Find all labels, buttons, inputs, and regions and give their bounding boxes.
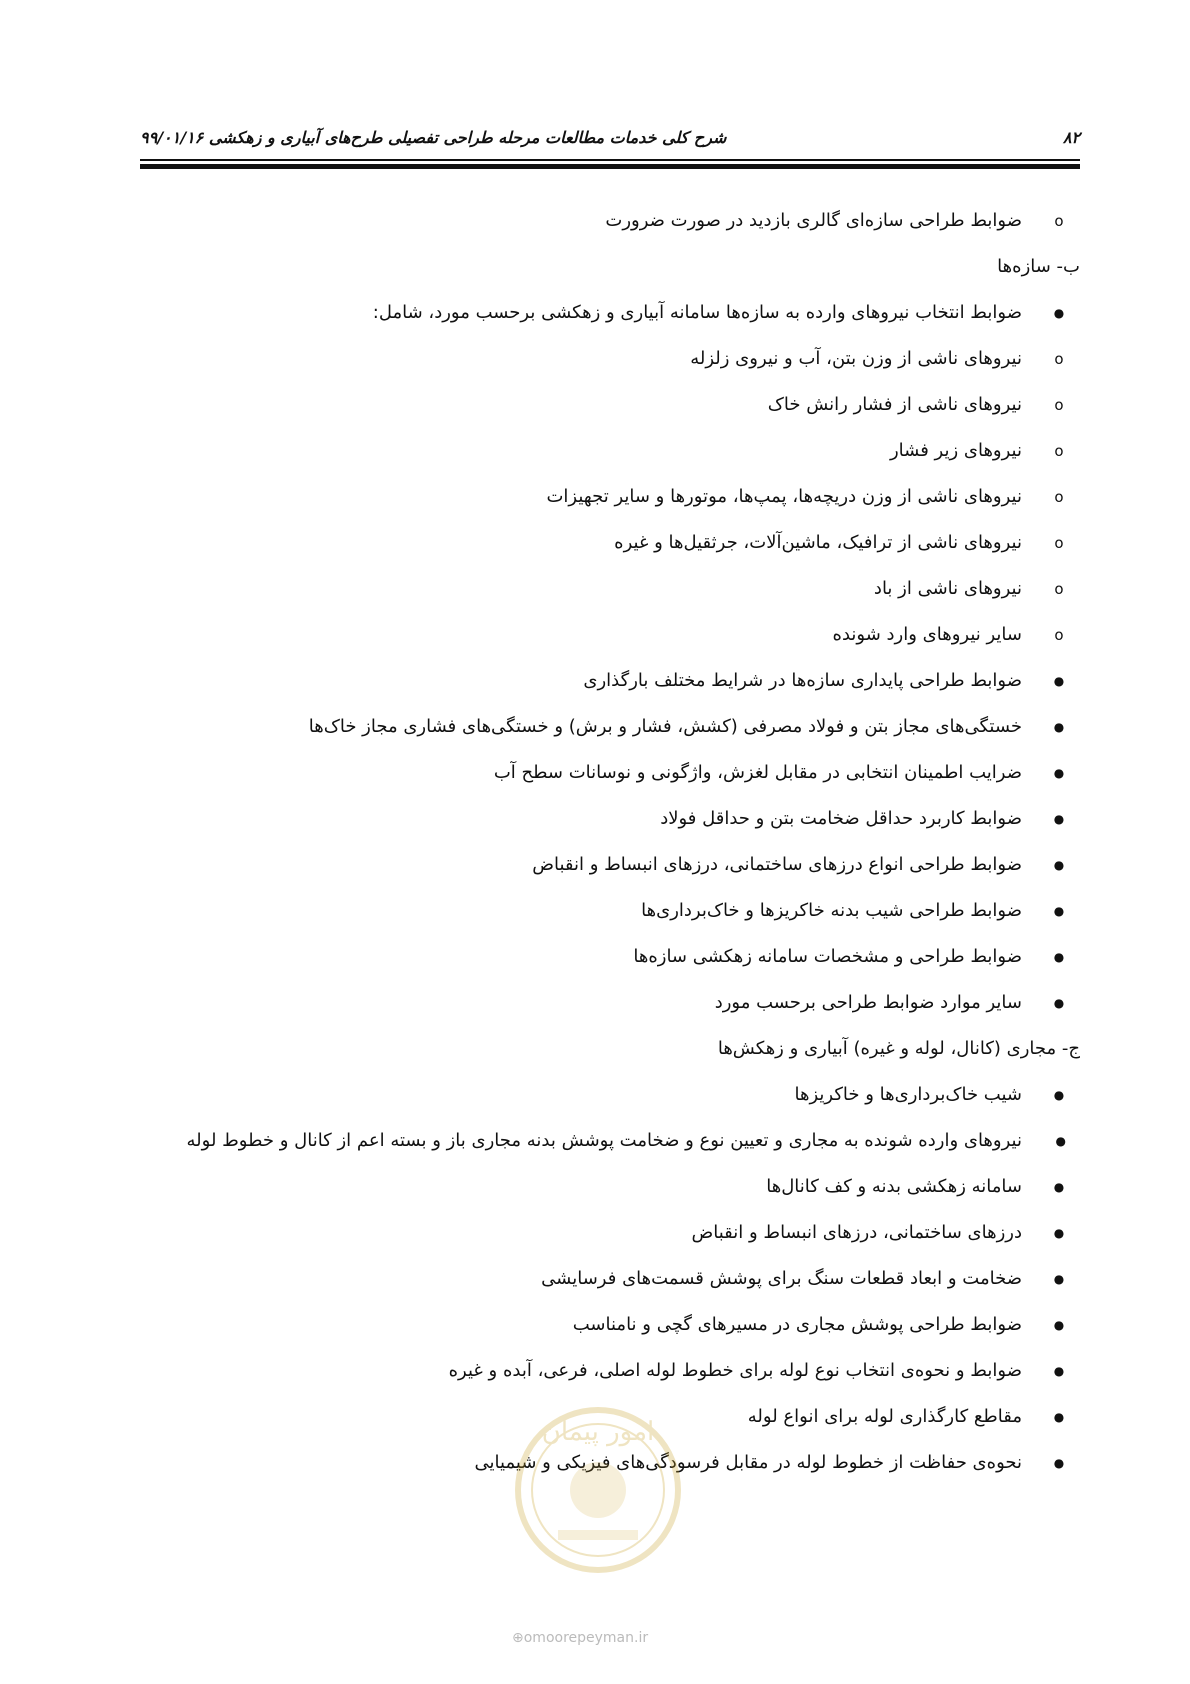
item-text: نیروهای ناشی از باد — [873, 578, 1022, 599]
sub-list-item — [140, 474, 1080, 520]
dot-bullet-icon: ● — [1053, 766, 1065, 780]
bullet-list-item — [140, 796, 1080, 842]
item-text: شیب خاک‌برداری‌ها و خاکریزها — [794, 1084, 1022, 1105]
item-text: نیروهای ناشی از وزن بتن، آب و نیروی زلزله — [690, 348, 1022, 369]
item-text: ضوابط طراحی پوشش مجاری در مسیرهای گچی و نامناسب — [572, 1314, 1022, 1335]
dot-bullet-icon: ● — [1053, 996, 1065, 1010]
circle-bullet-icon: o — [1054, 534, 1064, 552]
item-text: سایر موارد ضوابط طراحی برحسب مورد — [714, 992, 1022, 1013]
bullet-list-item — [140, 1118, 1080, 1164]
dot-bullet-icon: ● — [1053, 306, 1065, 320]
sub-list-item — [140, 198, 1080, 244]
page-number: ۸۲ — [1062, 128, 1080, 147]
bullet-list-item — [140, 934, 1080, 980]
item-text: نیروهای زیر فشار — [889, 440, 1022, 461]
bullet-list-item — [140, 980, 1080, 1026]
dot-bullet-icon: ● — [1053, 1226, 1065, 1240]
bullet-list-item — [140, 1210, 1080, 1256]
item-text: نیروهای ناشی از فشار رانش خاک — [767, 394, 1022, 415]
sub-list-item — [140, 612, 1080, 658]
item-text: سایر نیروهای وارد شونده — [832, 624, 1022, 645]
section-heading — [140, 1026, 1080, 1072]
item-text: ضوابط انتخاب نیروهای وارده به سازه‌ها سامانه آبیاری و زهکشی برحسب مورد، شامل: — [372, 302, 1022, 323]
bullet-list-item — [140, 290, 1080, 336]
circle-bullet-icon: o — [1054, 442, 1064, 460]
item-text: ضرایب اطمینان انتخابی در مقابل لغزش، واژگونی و نوسانات سطح آب — [493, 762, 1022, 783]
circle-bullet-icon: o — [1054, 350, 1064, 368]
item-text: ضوابط طراحی انواع درزهای ساختمانی، درزهای انبساط و انقباض — [532, 854, 1022, 875]
item-text: ضوابط طراحی و مشخصات سامانه زهکشی سازه‌ها — [633, 946, 1022, 967]
item-text: نیروهای ناشی از ترافیک، ماشین‌آلات، جرثقیل‌ها و غیره — [614, 532, 1022, 553]
header-rule-thick — [140, 164, 1080, 169]
item-text: ضخامت و ابعاد قطعات سنگ برای پوشش قسمت‌های فرسایشی — [541, 1268, 1022, 1289]
dot-bullet-icon: ● — [1053, 1088, 1065, 1102]
bullet-list-item — [140, 1256, 1080, 1302]
dot-bullet-icon: ● — [1053, 1410, 1065, 1424]
dot-bullet-icon: ● — [1053, 1318, 1065, 1332]
dot-bullet-icon: ● — [1053, 1272, 1065, 1286]
section-heading — [140, 244, 1080, 290]
bullet-list-item — [140, 704, 1080, 750]
heading-text: ب- سازه‌ها — [997, 256, 1080, 277]
circle-bullet-icon: o — [1054, 580, 1064, 598]
dot-bullet-icon: ● — [1053, 812, 1065, 826]
watermark-logo-text: امور پیمان — [541, 1417, 655, 1447]
dot-bullet-icon: ● — [1053, 720, 1065, 734]
bullet-list-item — [140, 1302, 1080, 1348]
header-rule-thin — [140, 159, 1080, 161]
dot-bullet-icon: ● — [1053, 1364, 1065, 1378]
sub-list-item — [140, 566, 1080, 612]
sub-list-item — [140, 382, 1080, 428]
dot-bullet-icon: ● — [1055, 1134, 1066, 1148]
item-text: نیروهای وارده شونده به مجاری و تعیین نوع و ضخامت پوشش بدنه مجاری باز و بسته اعم از کانال و خطوط لوله — [186, 1130, 1022, 1151]
dot-bullet-icon: ● — [1053, 858, 1065, 872]
circle-bullet-icon: o — [1054, 488, 1064, 506]
sub-list-item — [140, 520, 1080, 566]
item-text: نیروهای ناشی از وزن دریچه‌ها، پمپ‌ها، موتورها و سایر تجهیزات — [546, 486, 1022, 507]
item-text: ضوابط کاربرد حداقل ضخامت بتن و حداقل فولاد — [660, 808, 1022, 829]
item-text: نحوه‌ی حفاظت از خطوط لوله در مقابل فرسودگی‌های فیزیکی و شیمیایی — [474, 1452, 1022, 1473]
dot-bullet-icon: ● — [1053, 1180, 1065, 1194]
watermark-logo — [508, 1380, 688, 1580]
dot-bullet-icon: ● — [1053, 1456, 1065, 1470]
bullet-list-item — [140, 1164, 1080, 1210]
dot-bullet-icon: ● — [1053, 904, 1065, 918]
circle-bullet-icon: o — [1054, 396, 1064, 414]
circle-bullet-icon: o — [1054, 212, 1064, 230]
sub-list-item — [140, 428, 1080, 474]
item-text: درزهای ساختمانی، درزهای انبساط و انقباض — [691, 1222, 1022, 1243]
item-text: مقاطع کارگذاری لوله برای انواع لوله — [747, 1406, 1022, 1427]
globe-icon: ⊕ — [512, 1630, 524, 1646]
bullet-list-item — [140, 658, 1080, 704]
item-text: ضوابط و نحوه‌ی انتخاب نوع لوله برای خطوط لوله اصلی، فرعی، آبده و غیره — [448, 1360, 1022, 1381]
watermark-url: ⊕omoorepeyman.ir — [512, 1630, 649, 1646]
heading-text: ج- مجاری (کانال، لوله و غیره) آبیاری و زهکش‌ها — [717, 1038, 1080, 1059]
bullet-list-item — [140, 888, 1080, 934]
sub-list-item — [140, 336, 1080, 382]
dot-bullet-icon: ● — [1053, 674, 1065, 688]
item-text: سامانه زهکشی بدنه و کف کانال‌ها — [766, 1176, 1022, 1197]
circle-bullet-icon: o — [1054, 626, 1064, 644]
bullet-list-item — [140, 842, 1080, 888]
page-header — [140, 128, 1080, 152]
item-text: ضوابط طراحی شیب بدنه خاکریزها و خاک‌برداری‌ها — [641, 900, 1022, 921]
running-title: شرح کلی خدمات مطالعات مرحله طراحی تفصیلی طرح‌های آبیاری و زهکشی ۹۹/۰۱/۱۶ — [140, 128, 727, 147]
item-text: ضوابط طراحی سازه‌ای گالری بازدید در صورت ضرورت — [605, 210, 1022, 231]
dot-bullet-icon: ● — [1053, 950, 1065, 964]
item-text: خستگی‌های مجاز بتن و فولاد مصرفی (کشش، فشار و برش) و خستگی‌های فشاری مجاز خاک‌ها — [308, 716, 1022, 737]
bullet-list-item — [140, 750, 1080, 796]
bullet-list-item — [140, 1072, 1080, 1118]
item-text: ضوابط طراحی پایداری سازه‌ها در شرایط مختلف بارگذاری — [583, 670, 1022, 691]
document-body — [140, 198, 1080, 1486]
